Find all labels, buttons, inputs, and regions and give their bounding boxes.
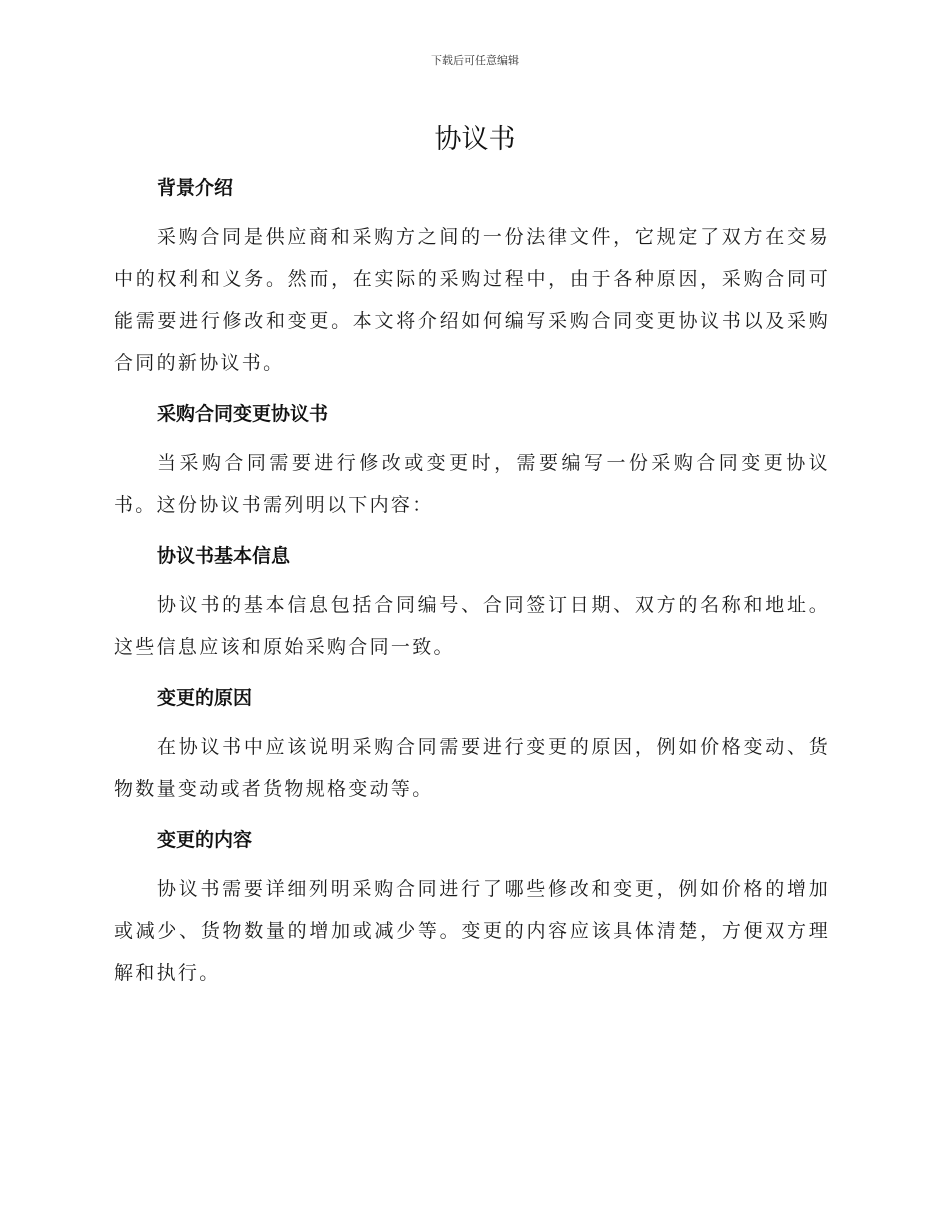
section-heading: 采购合同变更协议书: [157, 403, 329, 425]
section-paragraph: 当采购合同需要进行修改或变更时，需要编写一份采购合同变更协议书。这份协议书需列明以下内容：: [114, 452, 830, 516]
section-paragraph: 协议书的基本信息包括合同编号、合同签订日期、双方的名称和地址。这些信息应该和原始采购合同一致。: [114, 594, 830, 658]
document-body: [114, 170, 830, 1006]
section-heading: 变更的内容: [157, 829, 253, 851]
section-change-reason: [114, 680, 830, 810]
section-paragraph: 采购合同是供应商和采购方之间的一份法律文件，它规定了双方在交易中的权利和义务。然而，在实际的采购过程中，由于各种原因，采购合同可能需要进行修改和变更。本文将介绍如何编写采购合同变更协议书以及采购合同的新协议书。: [114, 226, 830, 374]
section-paragraph: 在协议书中应该说明采购合同需要进行变更的原因，例如价格变动、货物数量变动或者货物规格变动等。: [114, 736, 830, 800]
page-header-note: 下载后可任意编辑: [431, 54, 519, 67]
section-change-content: [114, 822, 830, 994]
section-background: [114, 170, 830, 384]
section-basic-info: [114, 538, 830, 668]
section-heading: 变更的原因: [157, 687, 253, 709]
section-paragraph: 协议书需要详细列明采购合同进行了哪些修改和变更，例如价格的增加或减少、货物数量的增加或减少等。变更的内容应该具体清楚，方便双方理解和执行。: [114, 878, 830, 984]
section-heading: 背景介绍: [157, 177, 234, 199]
document-title: 协议书: [434, 124, 516, 155]
section-heading: 协议书基本信息: [157, 545, 291, 567]
section-change-agreement: [114, 396, 830, 526]
